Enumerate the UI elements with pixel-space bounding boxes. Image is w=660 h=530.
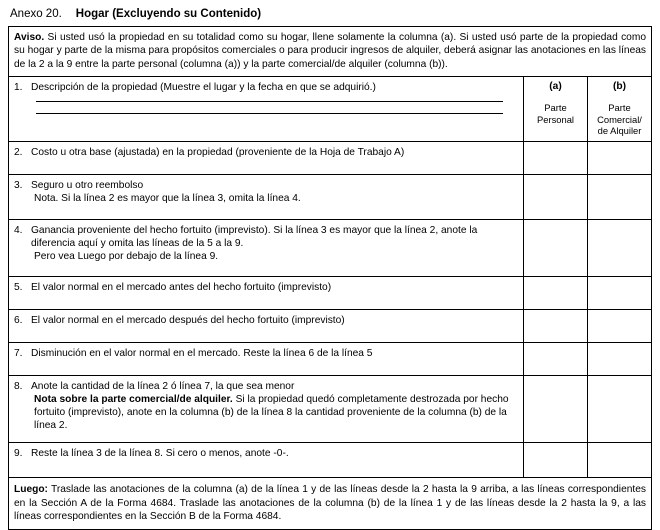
table-row xyxy=(9,76,652,141)
table-row xyxy=(9,175,652,220)
row-2-column-b-input[interactable] xyxy=(588,142,652,175)
row-3-column-a-input[interactable] xyxy=(524,175,588,220)
worksheet-table xyxy=(8,76,652,478)
column-b-line2: Comercial/ xyxy=(597,113,642,125)
notice-label: Aviso. xyxy=(14,32,45,43)
table-row xyxy=(9,220,652,277)
row-1-number: 1. xyxy=(14,81,23,93)
row-6-number: 6. xyxy=(14,315,23,327)
table-row xyxy=(9,142,652,175)
row-2-description xyxy=(9,142,524,175)
column-b-header xyxy=(588,76,652,141)
row-8-column-a-input[interactable] xyxy=(524,376,588,443)
table-row xyxy=(9,443,652,478)
column-a-line2: Personal xyxy=(536,113,574,125)
row-9-text: Reste la línea 3 de la línea 8. Si cero o menos, anote -0-. xyxy=(31,448,289,460)
table-row xyxy=(9,310,652,343)
row-4-text: Ganancia proveniente del hecho fortuito (imprevisto). Si la línea 3 es mayor que la línea 2, anote la diferencia aquí y omita las líneas de la 5 a la 9. xyxy=(31,225,478,250)
row-6-column-b-input[interactable] xyxy=(588,310,652,343)
row-5-text: El valor normal en el mercado antes del hecho fortuito (imprevisto) xyxy=(31,282,332,294)
row-2-text: Costo u otra base (ajustada) en la propiedad (proveniente de la Hoja de Trabajo A) xyxy=(31,147,405,159)
row-3-number: 3. xyxy=(14,180,23,192)
notice-text: Si usted usó la propiedad en su totalidad como su hogar, llene solamente la columna (a). Si usted usó parte de la propiedad como su hogar y parte de la misma para propósitos comerciales o para producir ingresos de alquiler, deberá asignar las anotaciones en las líneas de la 2 a la 9 entre la parte personal (columna (a)) y la parte comercial/de alquiler (columna (b)). xyxy=(14,32,646,70)
row-8-text: Anote la cantidad de la línea 2 ó línea 7, la que sea menor xyxy=(31,381,295,393)
row-5-column-a-input[interactable] xyxy=(524,277,588,310)
row-7-number: 7. xyxy=(14,348,23,360)
row-5-number: 5. xyxy=(14,282,23,294)
row-6-description xyxy=(9,310,524,343)
row-9-number: 9. xyxy=(14,448,23,460)
row-8-note xyxy=(14,393,517,432)
page-title xyxy=(10,8,652,20)
row-7-description xyxy=(9,343,524,376)
write-in-rule-1[interactable] xyxy=(36,101,503,102)
row-4-number: 4. xyxy=(14,225,23,237)
row-9-column-b-input[interactable] xyxy=(588,443,652,478)
table-row xyxy=(9,277,652,310)
row-9-description xyxy=(9,443,524,478)
row-3-column-b-input[interactable] xyxy=(588,175,652,220)
sheet-number: Anexo 20. xyxy=(10,8,62,20)
row-2-column-a-input[interactable] xyxy=(524,142,588,175)
row-5-column-b-input[interactable] xyxy=(588,277,652,310)
write-in-rule-2[interactable] xyxy=(36,113,503,114)
row-7-column-b-input[interactable] xyxy=(588,343,652,376)
row-8-note-lead: Nota sobre la parte comercial/de alquiler. xyxy=(34,394,233,406)
row-8-number: 8. xyxy=(14,381,23,393)
row-1-description xyxy=(9,76,524,141)
row-4-note: Pero vea Luego por debajo de la línea 9. xyxy=(34,251,219,263)
row-4-column-b-input[interactable] xyxy=(588,220,652,277)
row-2-number: 2. xyxy=(14,147,23,159)
table-row xyxy=(9,376,652,443)
column-a-letter: (a) xyxy=(549,80,562,92)
footnote-block xyxy=(8,478,652,530)
row-3-note: Nota. Si la línea 2 es mayor que la línea 3, omita la línea 4. xyxy=(34,193,301,205)
column-b-letter: (b) xyxy=(612,80,626,92)
column-a-header xyxy=(524,76,588,141)
row-8-note-text: Si la propiedad quedó completamente destrozada por hecho fortuito (imprevisto), anote en la columna (b) de la línea 8 la cantidad proveniente de la columna (b) de la línea 2. xyxy=(34,394,509,432)
column-b-line1: Parte xyxy=(608,101,631,113)
row-9-column-a-input[interactable] xyxy=(524,443,588,478)
footnote-label: Luego: xyxy=(14,484,48,496)
row-4-description xyxy=(9,220,524,277)
row-6-column-a-input[interactable] xyxy=(524,310,588,343)
row-3-text: Seguro u otro reembolso xyxy=(31,180,144,192)
row-5-description xyxy=(9,277,524,310)
row-7-column-a-input[interactable] xyxy=(524,343,588,376)
notice-block xyxy=(8,26,652,76)
table-row xyxy=(9,343,652,376)
column-a-line1: Parte xyxy=(544,101,567,113)
row-3-description xyxy=(9,175,524,220)
row-8-column-b-input[interactable] xyxy=(588,376,652,443)
row-6-text: El valor normal en el mercado después del hecho fortuito (imprevisto) xyxy=(31,315,345,327)
column-b-line3: de Alquiler xyxy=(597,125,642,137)
row-1-text: Descripción de la propiedad (Muestre el lugar y la fecha en que se adquirió.) xyxy=(31,81,376,93)
row-8-description xyxy=(9,376,524,443)
footnote-text: Traslade las anotaciones de la columna (a) de la línea 1 y de las líneas desde la 2 hasta la 9 arriba, a las líneas correspondientes en la Sección A de la Forma 4684. Traslade las anotaciones de la columna (b) de la línea 1 y de las líneas desde la 2 hasta la 9, a las líneas correspondientes en la Sección B de la Forma 4684. xyxy=(14,484,646,522)
sheet-name: Hogar (Excluyendo su Contenido) xyxy=(75,8,262,20)
row-7-text: Disminución en el valor normal en el mercado. Reste la línea 6 de la línea 5 xyxy=(31,348,373,360)
row-4-column-a-input[interactable] xyxy=(524,220,588,277)
